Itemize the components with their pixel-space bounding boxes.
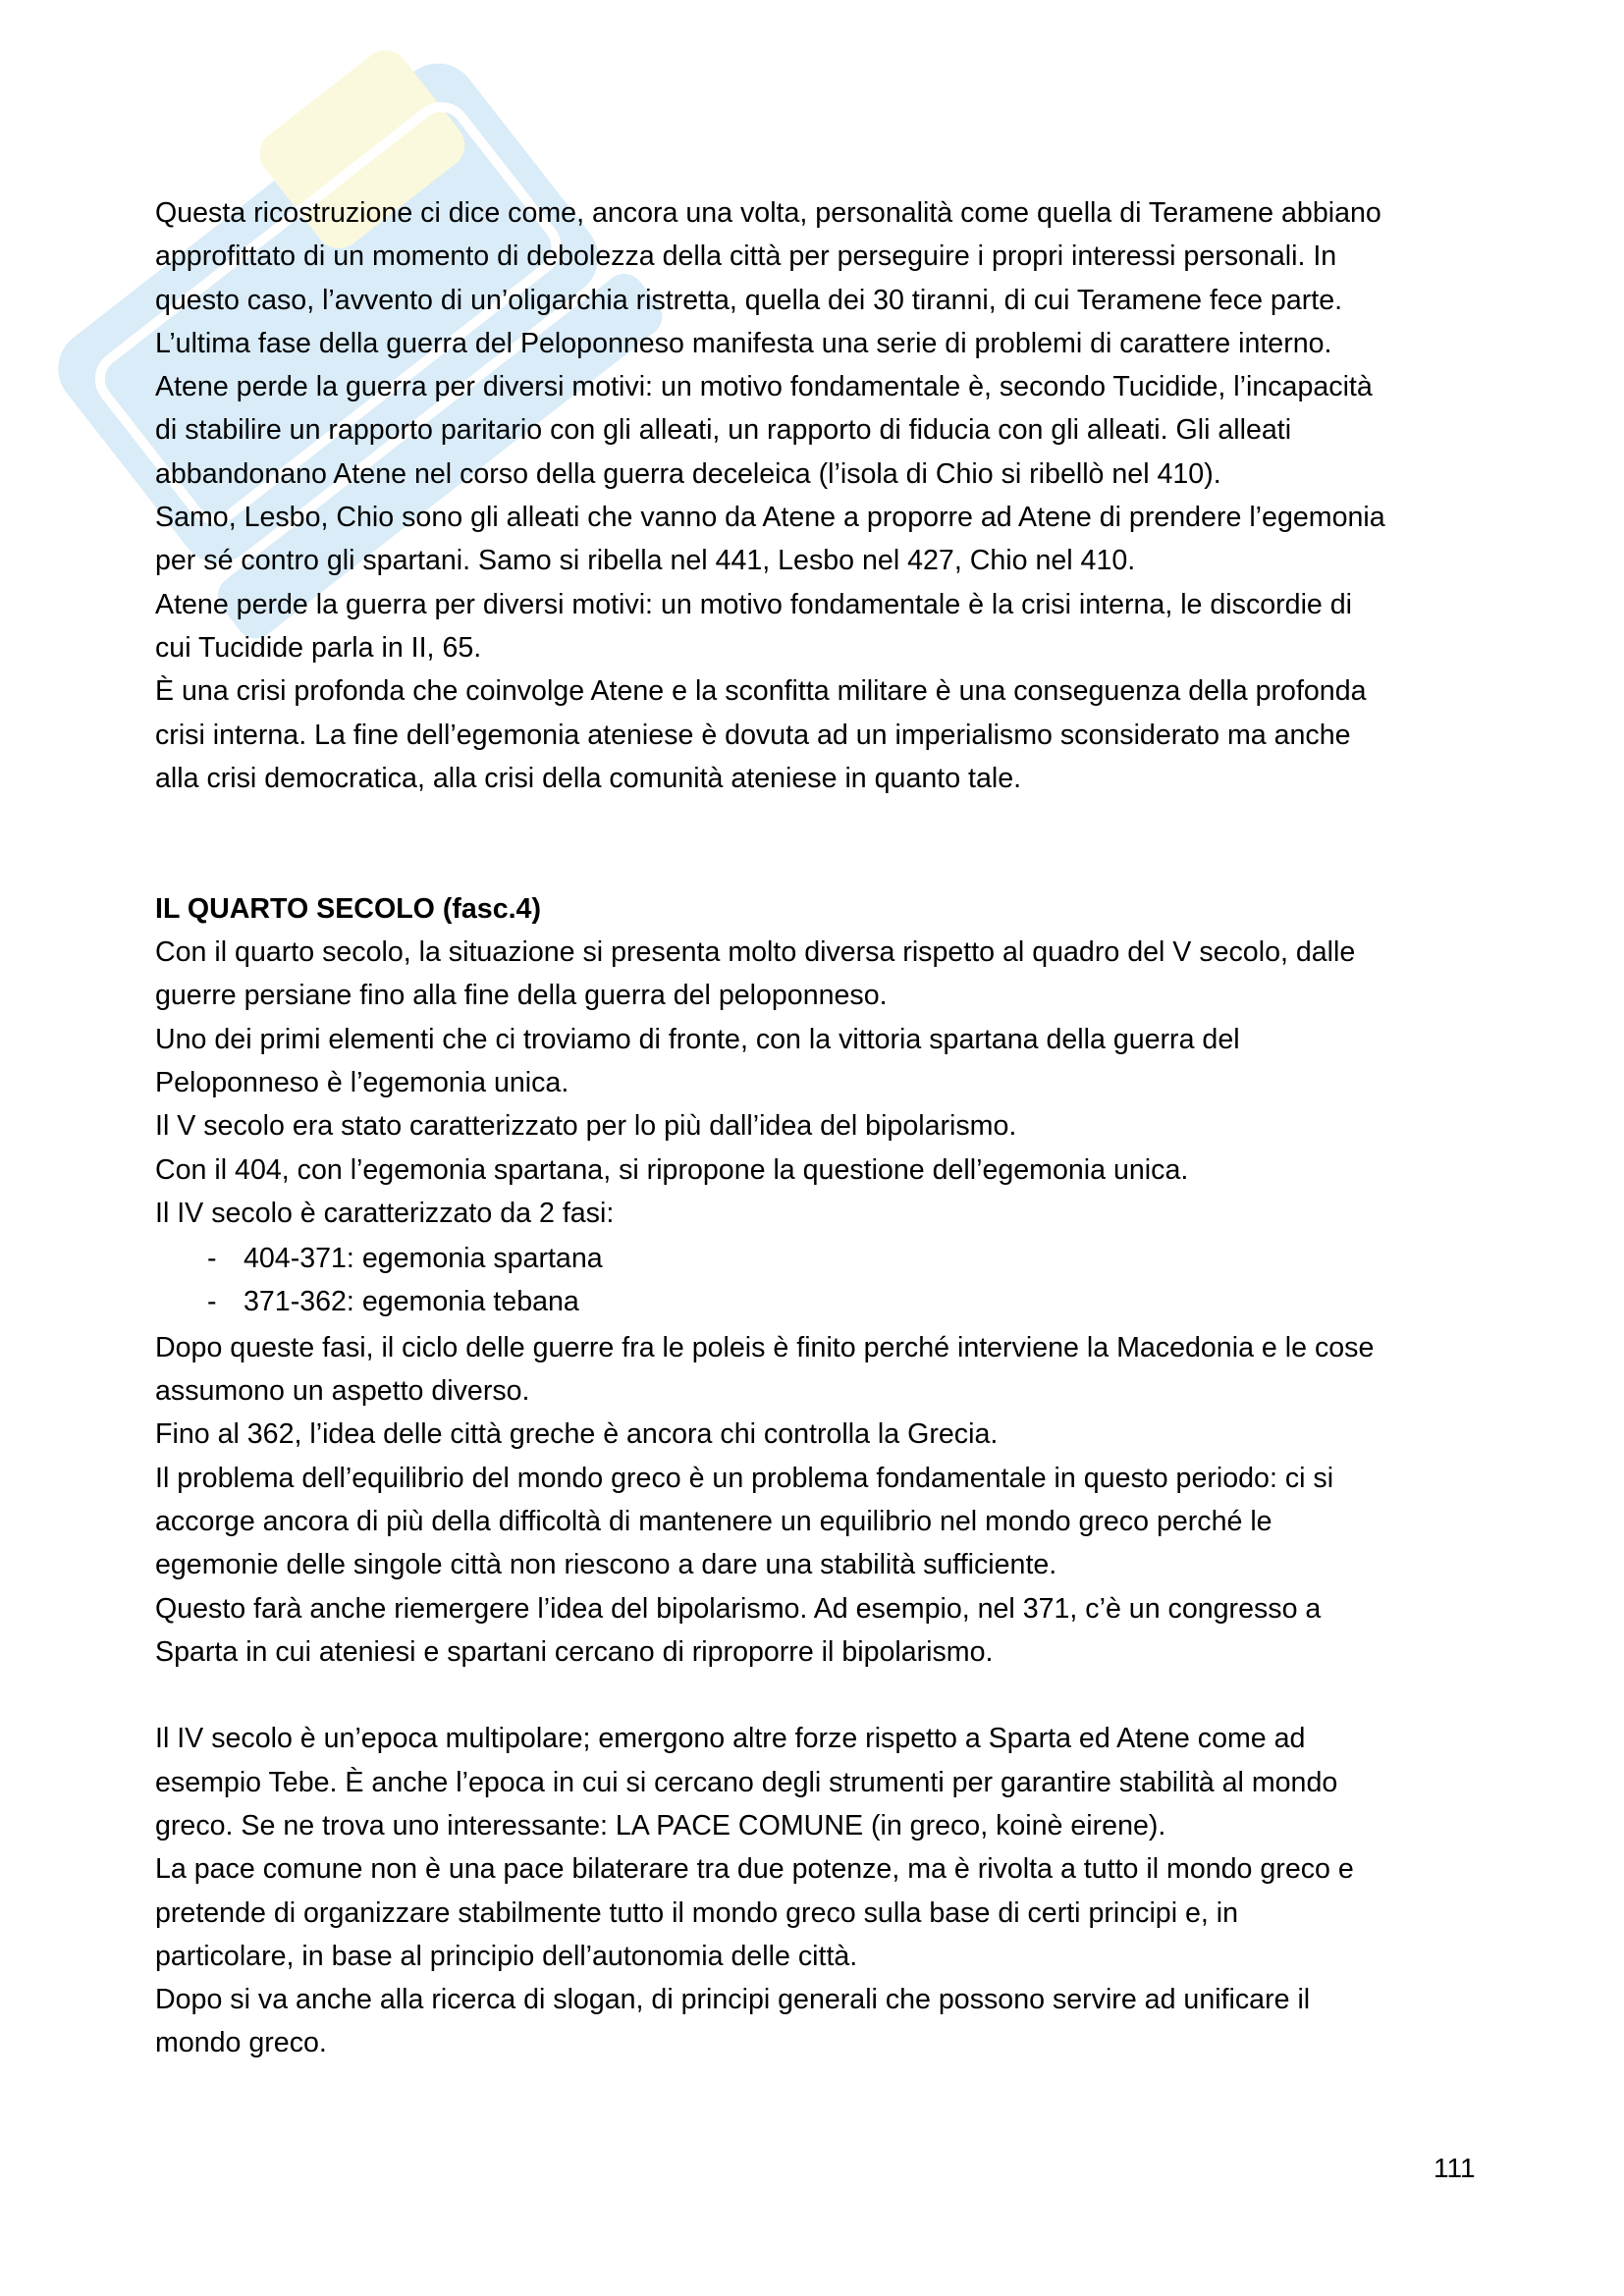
text-line: Il problema dell’equilibrio del mondo greco è un problema fondamentale in questo periodo: ci si — [155, 1462, 1334, 1494]
text-line: Con il quarto secolo, la situazione si presenta molto diversa rispetto al quadro del V secolo, dalle — [155, 936, 1356, 969]
text-line: Atene perde la guerra per diversi motivi: un motivo fondamentale è la crisi interna, le discordie di — [155, 588, 1353, 620]
text-line: Il V secolo era stato caratterizzato per lo più dall’idea del bipolarismo. — [155, 1110, 1017, 1143]
paragraph-equilibrio — [155, 1326, 1481, 1674]
paragraph-pace-comune — [155, 1717, 1481, 2064]
text-line: esempio Tebe. È anche l’epoca in cui si cercano degli strumenti per garantire stabilità al mondo — [155, 1766, 1338, 1798]
text-line: mondo greco. — [155, 2027, 327, 2059]
text-line: di stabilire un rapporto paritario con gli alleati, un rapporto di fiducia con gli alleati. Gli alleati — [155, 414, 1292, 447]
text-line: Questa ricostruzione ci dice come, ancora una volta, personalità come quella di Teramene abbiano — [155, 197, 1381, 229]
text-line: questo caso, l’avvento di un’oligarchia ristretta, quella dei 30 tiranni, di cui Teramene fece parte. — [155, 284, 1343, 316]
list-item-text: 404-371: egemonia spartana — [244, 1243, 603, 1275]
text-line: Peloponneso è l’egemonia unica. — [155, 1066, 569, 1098]
text-line: Con il 404, con l’egemonia spartana, si ripropone la questione dell’egemonia unica. — [155, 1153, 1189, 1186]
paragraph-gap — [155, 1674, 1481, 1717]
text-line: approfittato di un momento di debolezza della città per perseguire i propri interessi personali. In — [155, 240, 1337, 273]
text-line: L’ultima fase della guerra del Peloponneso manifesta una serie di problemi di carattere interno. — [155, 327, 1332, 359]
text-line: Dopo si va anche alla ricerca di slogan, di principi generali che possono servire ad unificare il — [155, 1984, 1311, 2016]
list-dash: - — [207, 1243, 217, 1275]
text-line: Uno dei primi elementi che ci troviamo di fronte, con la vittoria spartana della guerra del — [155, 1023, 1240, 1055]
phases-list — [155, 1237, 1481, 1324]
paragraph-teramene — [155, 191, 1481, 800]
text-line: cui Tucidide parla in II, 65. — [155, 631, 482, 664]
text-line: Samo, Lesbo, Chio sono gli alleati che vanno da Atene a proporre ad Atene di prendere l’egemonia — [155, 502, 1385, 534]
list-item — [155, 1280, 1481, 1323]
text-line: egemonie delle singole città non riescono a dare una stabilità sufficiente. — [155, 1549, 1057, 1581]
text-line: guerre persiane fino alla fine della guerra del peloponneso. — [155, 980, 888, 1012]
list-item-text: 371-362: egemonia tebana — [244, 1286, 579, 1318]
text-line: greco. Se ne trova uno interessante: LA PACE COMUNE (in greco, koinè eirene). — [155, 1809, 1166, 1842]
text-line: particolare, in base al principio dell’autonomia delle città. — [155, 1940, 858, 1972]
text-line: per sé contro gli spartani. Samo si ribella nel 441, Lesbo nel 427, Chio nel 410. — [155, 545, 1136, 577]
text-line: Il IV secolo è un’epoca multipolare; emergono altre forze rispetto a Sparta ed Atene come ad — [155, 1723, 1306, 1755]
text-line: La pace comune non è una pace bilaterare tra due potenze, ma è rivolta a tutto il mondo greco e — [155, 1853, 1354, 1886]
list-dash: - — [207, 1286, 217, 1318]
text-line: Questo farà anche riemergere l’idea del bipolarismo. Ad esempio, nel 371, c’è un congresso a — [155, 1592, 1322, 1625]
text-line: È una crisi profonda che coinvolge Atene e la sconfitta militare è una conseguenza della profonda — [155, 675, 1367, 708]
text-line: Il IV secolo è caratterizzato da 2 fasi: — [155, 1197, 615, 1229]
text-line: accorge ancora di più della difficoltà di mantenere un equilibrio nel mondo greco perché le — [155, 1505, 1272, 1537]
section-gap — [155, 800, 1481, 887]
text-line: abbandonano Atene nel corso della guerra deceleica (l’isola di Chio si ribellò nel 410). — [155, 457, 1221, 490]
document-page — [155, 191, 1481, 2065]
text-line: pretende di organizzare stabilmente tutto il mondo greco sulla base di certi principi e, in — [155, 1896, 1239, 1929]
text-line: Atene perde la guerra per diversi motivi: un motivo fondamentale è, secondo Tucidide, l’incapacità — [155, 371, 1373, 403]
text-line: Sparta in cui ateniesi e spartani cercano di riproporre il bipolarismo. — [155, 1635, 994, 1668]
list-item — [155, 1237, 1481, 1280]
paragraph-quarto-secolo — [155, 931, 1481, 1235]
text-line: alla crisi democratica, alla crisi della comunità ateniese in quanto tale. — [155, 762, 1022, 794]
section-title: IL QUARTO SECOLO (fasc.4) — [155, 892, 541, 925]
page-number: 111 — [1434, 2153, 1476, 2183]
text-line: Dopo queste fasi, il ciclo delle guerre fra le poleis è finito perché interviene la Macedonia e le cose — [155, 1331, 1375, 1363]
text-line: assumono un aspetto diverso. — [155, 1375, 530, 1408]
text-line: crisi interna. La fine dell’egemonia ateniese è dovuta ad un imperialismo sconsiderato ma anche — [155, 719, 1351, 751]
text-line: Fino al 362, l’idea delle città greche è ancora chi controlla la Grecia. — [155, 1418, 999, 1451]
